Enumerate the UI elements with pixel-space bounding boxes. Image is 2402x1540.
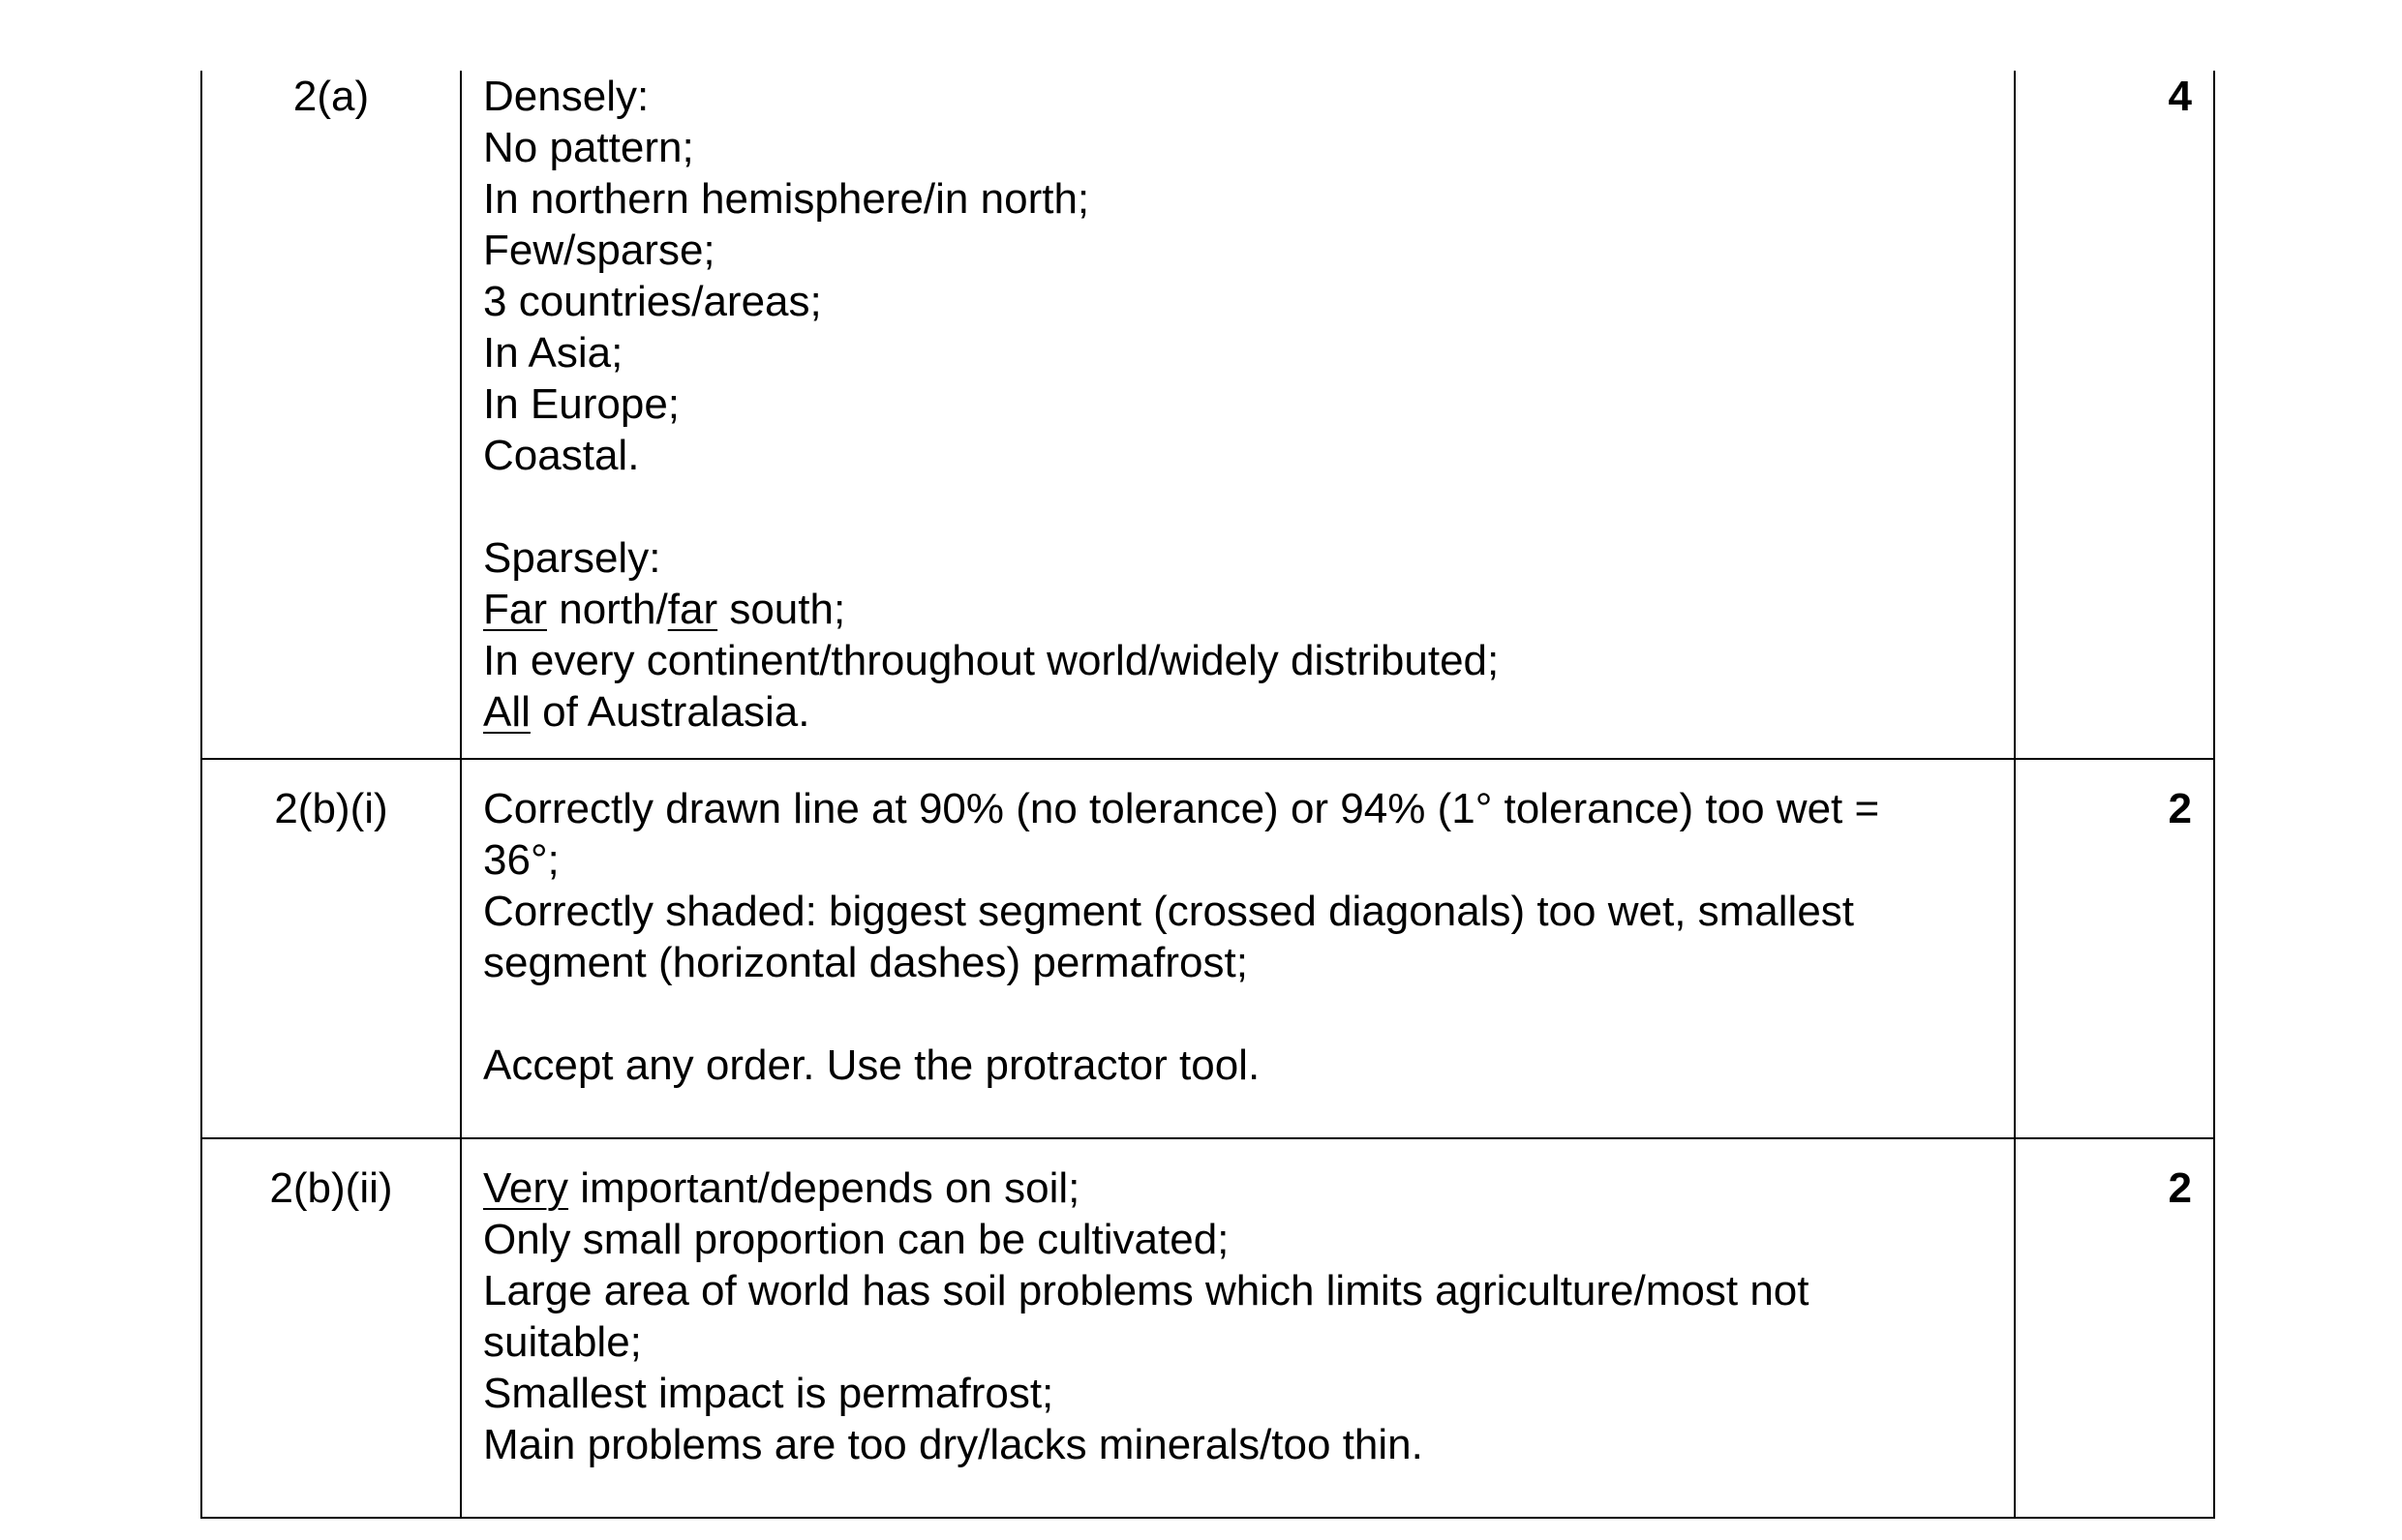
underlined-word: All [483,688,531,736]
answer-line: In every continent/throughout world/widely distributed; [483,637,1500,684]
answer-line: 3 countries/areas; [483,278,822,325]
answer-cell [461,1138,2015,1518]
answer-line: Main problems are too dry/lacks minerals/too thin. [483,1421,1423,1468]
underlined-word: far [667,586,718,633]
answer-line: In northern hemisphere/in north; [483,175,1090,223]
spacer [483,481,1992,532]
question-number: 2(b)(i) [201,759,461,1138]
answer-cell [461,71,2015,759]
answer-line [483,584,1992,635]
answer-line: Only small proportion can be cultivated; [483,1216,1230,1263]
answer-line: No pattern; [483,124,694,171]
question-number: 2(a) [201,71,461,759]
table-row [201,1138,2214,1518]
answer-text: important/depends on soil; [568,1164,1080,1212]
answer-text: south; [717,586,846,633]
answer-line [483,1163,1992,1214]
answer-line: Correctly drawn line at 90% (no tolerance) or 94% (1° tolerance) too wet = [483,785,1880,832]
underlined-word: Far [483,586,547,633]
mark-scheme-table [200,71,2215,1519]
answer-text: of Australasia. [530,688,810,736]
marks: 2 [2015,1138,2214,1518]
answer-line [483,686,1992,738]
answer-text: north/ [547,586,668,633]
answer-line: Large area of world has soil problems which limits agriculture/most not [483,1267,1809,1314]
answer-line: Smallest impact is permafrost; [483,1370,1054,1417]
answer-line: Sparsely: [483,534,661,582]
marks: 4 [2015,71,2214,759]
answer-line: segment (horizontal dashes) permafrost; [483,939,1248,986]
answer-line: Correctly shaded: biggest segment (crossed diagonals) too wet, smallest [483,888,1855,935]
table-row [201,759,2214,1138]
question-number: 2(b)(ii) [201,1138,461,1518]
answer-line: In Asia; [483,329,623,377]
answer-line: Densely: [483,73,650,120]
answer-line: suitable; [483,1318,642,1366]
answer-line: 36°; [483,836,560,884]
answer-cell [461,759,2015,1138]
answer-line: In Europe; [483,380,681,428]
answer-line: Coastal. [483,432,640,479]
spacer [483,988,1992,1040]
marks: 2 [2015,759,2214,1138]
answer-line: Accept any order. Use the protractor tool. [483,1042,1261,1089]
underlined-word: Very [483,1164,569,1212]
answer-line: Few/sparse; [483,226,715,274]
table-row [201,71,2214,759]
